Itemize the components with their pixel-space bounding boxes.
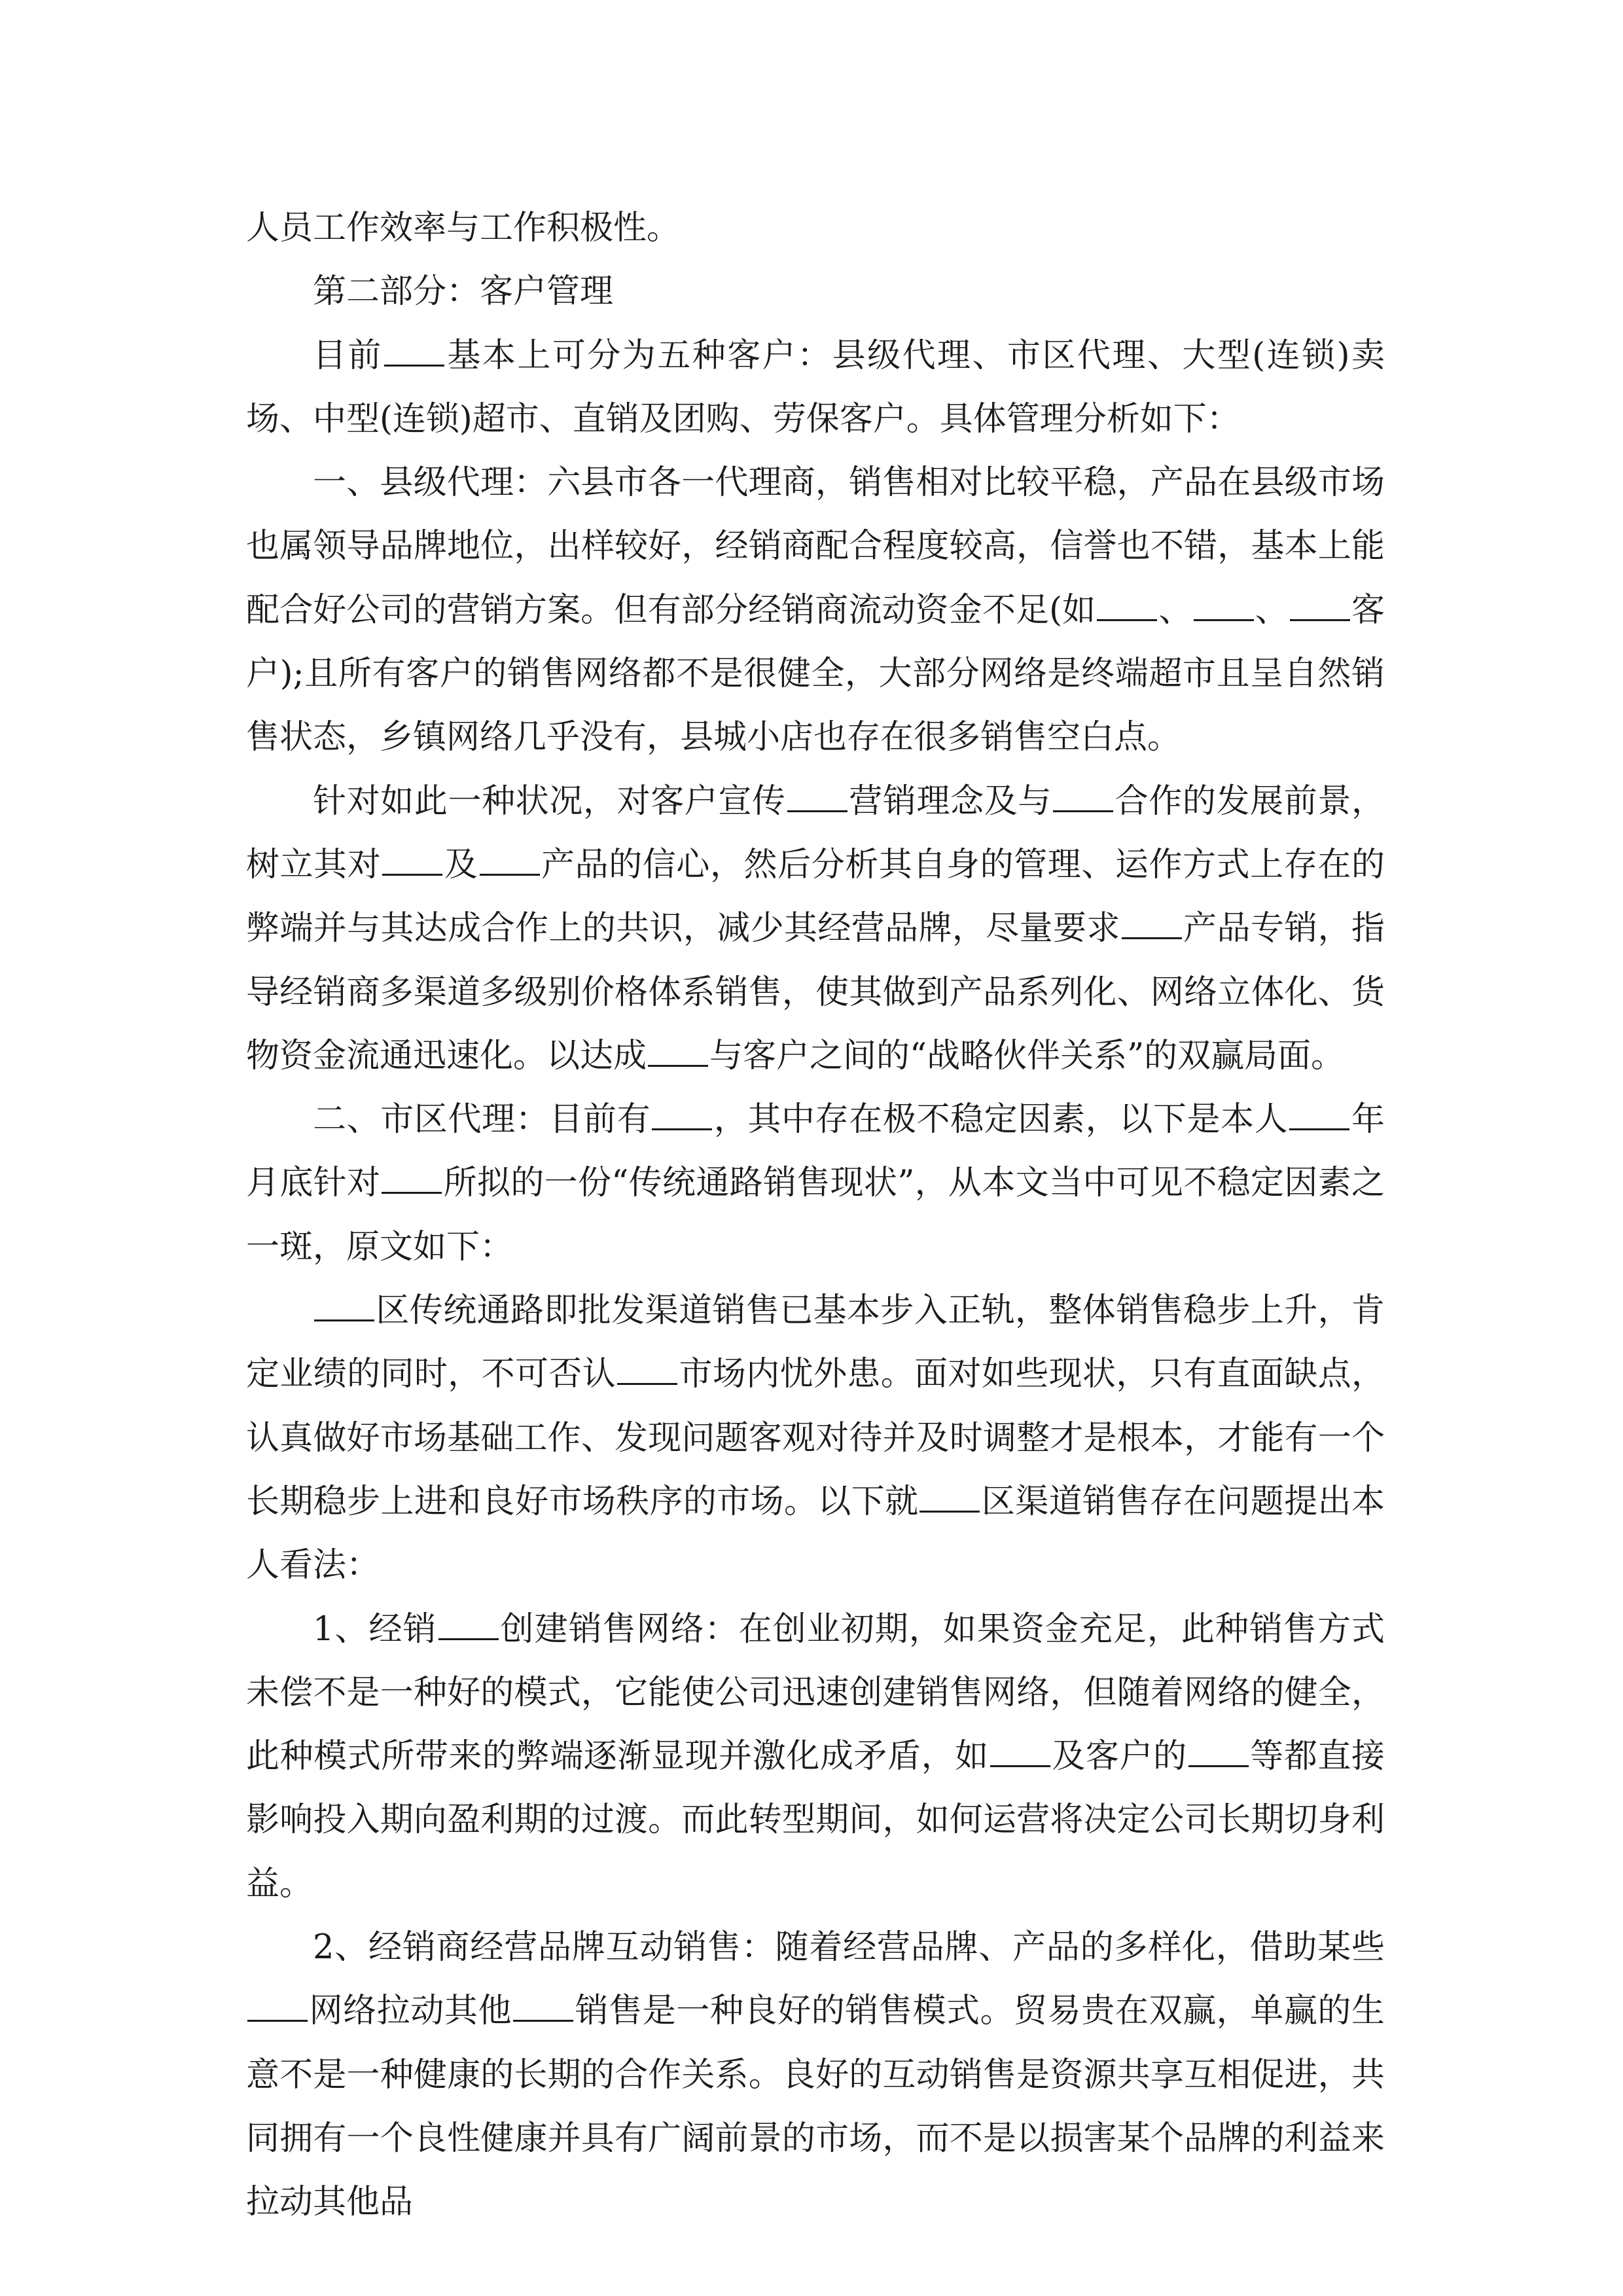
fill-in-blank	[1290, 589, 1350, 621]
fill-in-blank	[314, 1289, 374, 1321]
fill-in-blank	[1097, 589, 1157, 621]
paragraph: 区传统通路即批发渠道销售已基本步入正轨，整体销售稳步上升，肯定业绩的同时，不可否认 市场内忧外患。面对如些现状，只有直面缺点，认真做好市场基础工作、发现问题客观对待并及时调整才是根本，才能有一个长期稳步上进和良好市场秩序的市场。以下就 区渠道销售存在问题提出本人看法：	[246, 1279, 1385, 1597]
fill-in-blank	[1122, 907, 1182, 939]
fill-in-blank	[384, 334, 444, 367]
fill-in-blank	[1194, 589, 1254, 621]
fill-in-blank	[1188, 1735, 1249, 1767]
paragraph: 目前 基本上可分为五种客户：县级代理、市区代理、大型(连锁)卖场、中型(连锁)超市、直销及团购、劳保客户。具体管理分析如下：	[246, 324, 1385, 452]
fill-in-blank	[648, 1035, 708, 1067]
fill-in-blank	[1289, 1098, 1349, 1130]
fill-in-blank	[617, 1353, 677, 1385]
fill-in-blank	[652, 1098, 712, 1130]
paragraph: 一、县级代理：六县市各一代理商，销售相对比较平稳，产品在县级市场也属领导品牌地位，出样较好，经销商配合程度较高，信誉也不错，基本上能配合好公司的营销方案。但有部分经销商流动资金不足(如 、 、 客户);且所有客户的销售网络都不是很健全，大部分网络是终端超市且呈自然销售状态，乡镇网络几乎没有，县城小店也存在很多销售空白点。	[246, 463, 1385, 757]
fill-in-blank	[990, 1735, 1050, 1767]
paragraph: 二、市区代理：目前有 ，其中存在极不稳定因素，以下是本人 年月底针对 所拟的一份“传统通路销售现状”，从本文当中可见不稳定因素之一斑，原文如下：	[246, 1088, 1385, 1279]
paragraph: 1、经销 创建销售网络：在创业初期，如果资金充足，此种销售方式未偿不是一种好的模式，它能使公司迅速创建销售网络，但随着网络的健全，此种模式所带来的弊端逐渐显现并激化成矛盾，如 及客户的 等都直接影响投入期向盈利期的过渡。而此转型期间，如何运营将决定公司长期切身利益。	[246, 1598, 1385, 1916]
section-heading: 第二部分：客户管理	[313, 272, 614, 312]
fill-in-blank	[382, 1162, 442, 1194]
document-body	[246, 196, 1385, 2234]
paragraph: 针对如此一种状况，对客户宣传 营销理念及与 合作的发展前景，树立其对 及 产品的信心，然后分析其自身的管理、运作方式上存在的弊端并与其达成合作上的共识，减少其经营品牌，尽量要求 产品专销，指导经销商多渠道多级别价格体系销售，使其做到产品系列化、网络立体化、货物资金流通迅速化。以达成 与客户之间的“战略伙伴关系”的双赢局面。	[246, 770, 1385, 1088]
fill-in-blank	[247, 1990, 308, 2022]
fill-in-blank	[438, 1608, 499, 1640]
fill-in-blank	[513, 1990, 573, 2022]
paragraph: 2、经销商经营品牌互动销售：随着经营品牌、产品的多样化，借助某些网络拉动其他 销售是一种良好的销售模式。贸易贵在双赢，单赢的生意不是一种健康的长期的合作关系。良好的互动销售是资源共享互相促进，共同拥有一个良性健康并具有广阔前景的市场，而不是以损害某个品牌的利益来拉动其他品	[246, 1928, 1385, 2222]
fill-in-blank	[480, 844, 540, 876]
fill-in-blank	[919, 1480, 980, 1513]
fill-in-blank	[382, 844, 442, 876]
fill-in-blank	[1053, 780, 1113, 812]
paragraph: 人员工作效率与工作积极性。	[246, 209, 681, 247]
fill-in-blank	[787, 780, 847, 812]
